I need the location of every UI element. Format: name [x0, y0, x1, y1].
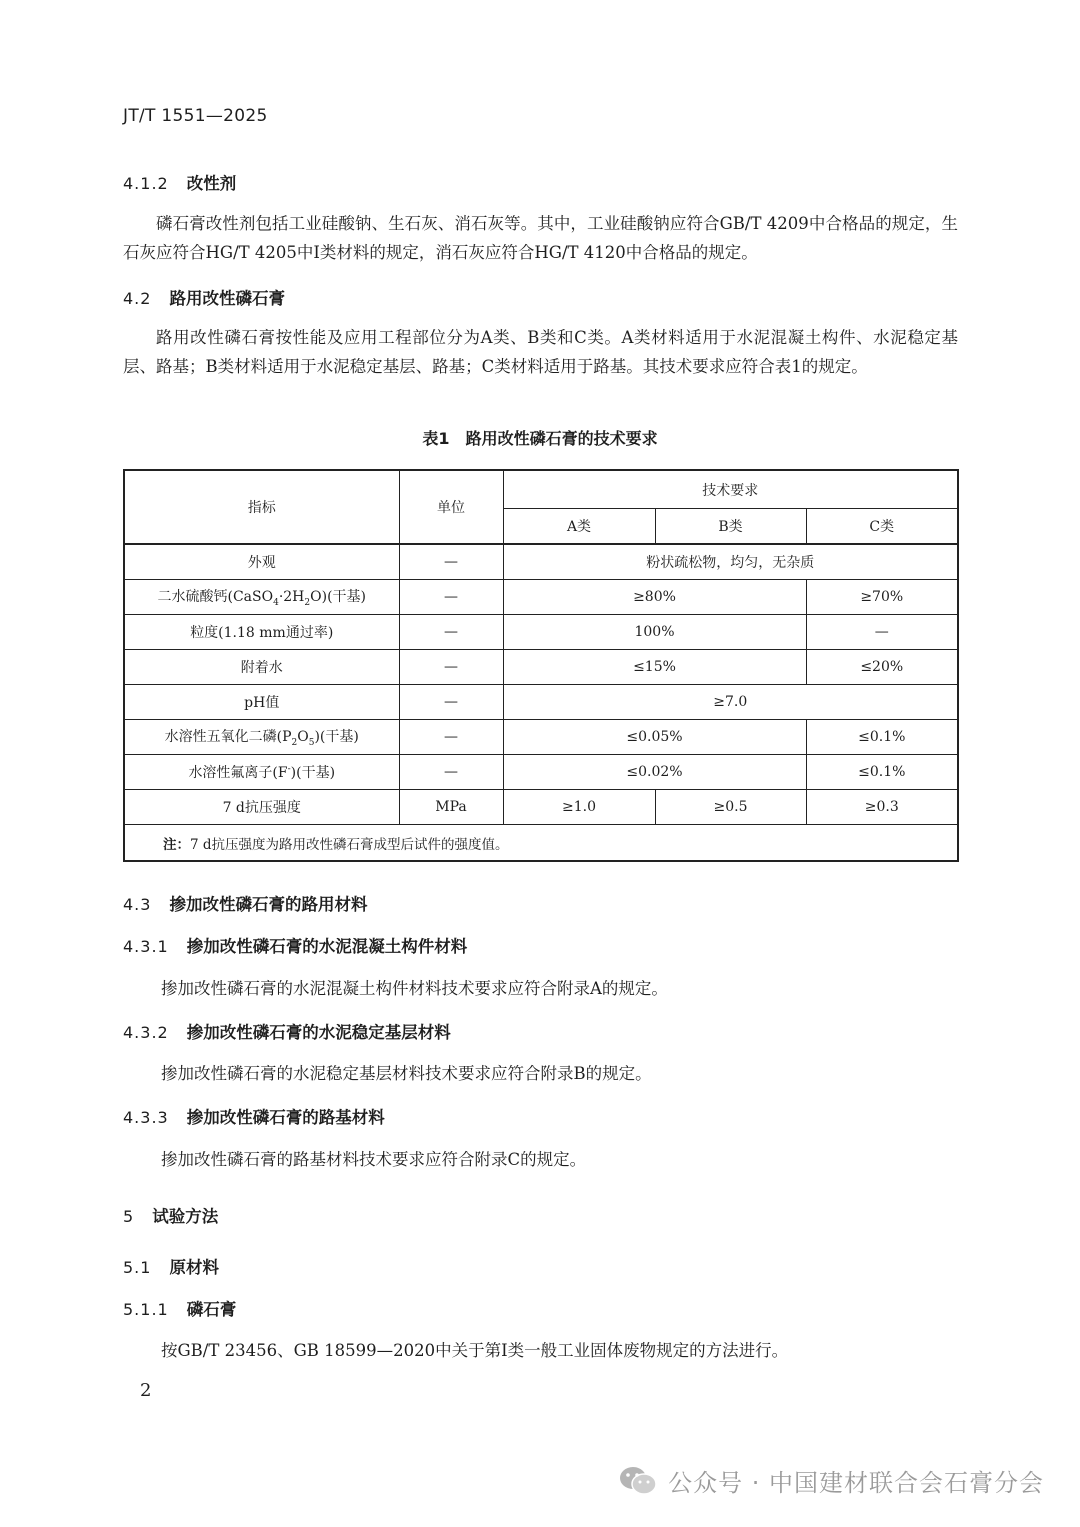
- section-4-1-2-heading: [123, 170, 236, 194]
- section-number: 4.3.2: [123, 1023, 169, 1042]
- section-number: 5.1: [123, 1258, 152, 1277]
- row-unit: —: [399, 685, 503, 720]
- row-unit: —: [399, 544, 503, 580]
- table-row: [124, 615, 958, 650]
- row-name: 二水硫酸钙$(CaSO_4\cdot 2H_2O)$(干基): [124, 580, 399, 615]
- row-value-ab: ≤0.05%: [503, 720, 806, 755]
- row-value-abc: 粉状疏松物，均匀，无杂质: [503, 544, 958, 580]
- row-name: 附着水: [124, 650, 399, 685]
- table-row: [124, 755, 958, 790]
- section-4-3-2-heading: [123, 1019, 451, 1043]
- row-value-ab: ≤0.02%: [503, 755, 806, 790]
- row-value-c: ≥0.3: [806, 790, 958, 825]
- section-number: 4.3: [123, 895, 152, 914]
- row-name: 水溶性氟离子(F-)(干基): [124, 755, 399, 790]
- row-name: 外观: [124, 544, 399, 580]
- row-value-c: —: [806, 615, 958, 650]
- row-name: 粒度(1.18 mm通过率): [124, 615, 399, 650]
- section-title: 掺加改性磷石膏的路基材料: [186, 1108, 385, 1127]
- table-title: 路用改性磷石膏的技术要求: [465, 429, 658, 448]
- section-4-3-3-heading: [123, 1104, 385, 1128]
- row-value-c: ≥70%: [806, 580, 958, 615]
- section-number: 4.1.2: [123, 174, 169, 193]
- table-row: [124, 580, 958, 615]
- section-title: 掺加改性磷石膏的水泥混凝土构件材料: [186, 937, 468, 956]
- row-name: pH值: [124, 685, 399, 720]
- row-value-ab: ≤15%: [503, 650, 806, 685]
- header-class-b: B类: [655, 509, 806, 545]
- row-value-c: ≤20%: [806, 650, 958, 685]
- paragraph-4-2: 路用改性磷石膏按性能及应用工程部位分为A类、B类和C类。A类材料适用于水泥混凝土构件、水泥稳定基层、路基；B类材料适用于水泥稳定基层、路基；C类材料适用于路基。其技术要求应符合表1的规定。: [123, 328, 958, 376]
- spec-table: [123, 469, 959, 862]
- table-row: [124, 650, 958, 685]
- section-5-1-1-heading: [123, 1296, 236, 1320]
- section-title: 掺加改性磷石膏的水泥稳定基层材料: [186, 1023, 451, 1042]
- section-title: 改性剂: [186, 174, 237, 193]
- row-value-c: ≤0.1%: [806, 755, 958, 790]
- section-4-2-heading: [123, 285, 285, 309]
- wechat-icon: [618, 1465, 658, 1497]
- section-number: 4.2: [123, 289, 152, 308]
- table-row: [124, 720, 958, 755]
- watermark: [618, 1463, 1044, 1498]
- row-unit: —: [399, 755, 503, 790]
- section-title: 磷石膏: [186, 1300, 237, 1319]
- row-unit: —: [399, 720, 503, 755]
- row-value-ab: 100%: [503, 615, 806, 650]
- paragraph-5-1-1: 按GB/T 23456、GB 18599—2020中关于第Ⅰ类一般工业固体废物规定的方法进行。: [161, 1341, 789, 1360]
- section-number: 4.3.3: [123, 1108, 169, 1127]
- header-indicator: 指标: [124, 470, 399, 544]
- section-4-3-heading: [123, 891, 367, 915]
- header-class-a: A类: [503, 509, 655, 545]
- paragraph-4-3-1: 掺加改性磷石膏的水泥混凝土构件材料技术要求应符合附录A的规定。: [161, 979, 668, 998]
- table-note: [124, 825, 958, 862]
- table-caption: [0, 426, 1080, 449]
- section-number: 5.1.1: [123, 1300, 169, 1319]
- header-unit: 单位: [399, 470, 503, 544]
- row-unit: —: [399, 580, 503, 615]
- section-5-heading: [123, 1203, 218, 1227]
- watermark-text: 公众号 · 中国建材联合会石膏分会: [668, 1469, 1044, 1497]
- row-name: 水溶性五氧化二磷$(P_2O_5)$(干基): [124, 720, 399, 755]
- section-number: 4.3.1: [123, 937, 169, 956]
- document-header: JT/T 1551—2025: [123, 106, 268, 126]
- section-number: 5: [123, 1207, 135, 1226]
- row-name: 7 d抗压强度: [124, 790, 399, 825]
- table-row: [124, 685, 958, 720]
- section-5-1-heading: [123, 1254, 219, 1278]
- row-value-c: ≤0.1%: [806, 720, 958, 755]
- table-row: [124, 790, 958, 825]
- row-value-abc: ≥7.0: [503, 685, 958, 720]
- section-4-3-1-heading: [123, 933, 467, 957]
- paragraph-4-3-2: 掺加改性磷石膏的水泥稳定基层材料技术要求应符合附录B的规定。: [161, 1064, 652, 1083]
- table-note-row: [124, 825, 958, 862]
- header-requirement: 技术要求: [503, 470, 958, 509]
- row-unit: MPa: [399, 790, 503, 825]
- row-value-a: ≥1.0: [503, 790, 655, 825]
- row-unit: —: [399, 650, 503, 685]
- table-row: [124, 544, 958, 580]
- row-unit: —: [399, 615, 503, 650]
- paragraph-4-1-2: 磷石膏改性剂包括工业硅酸钠、生石灰、消石灰等。其中，工业硅酸钠应符合GB/T 4209中合格品的规定，生石灰应符合HG/T 4205中Ⅰ类材料的规定，消石灰应符合HG/T 4120中合格品的规定。: [123, 214, 958, 262]
- section-title: 路用改性磷石膏: [169, 289, 285, 308]
- table-label: 表1: [422, 429, 450, 448]
- section-title: 掺加改性磷石膏的路用材料: [169, 895, 368, 914]
- note-label: 注：: [163, 836, 190, 853]
- section-title: 原材料: [169, 1258, 219, 1277]
- page-number: 2: [140, 1380, 152, 1401]
- note-text: 7 d抗压强度为路用改性磷石膏成型后试件的强度值。: [190, 836, 509, 853]
- header-class-c: C类: [806, 509, 958, 545]
- section-title: 试验方法: [152, 1207, 219, 1226]
- paragraph-4-3-3: 掺加改性磷石膏的路基材料技术要求应符合附录C的规定。: [161, 1150, 587, 1169]
- row-value-ab: ≥80%: [503, 580, 806, 615]
- row-value-b: ≥0.5: [655, 790, 806, 825]
